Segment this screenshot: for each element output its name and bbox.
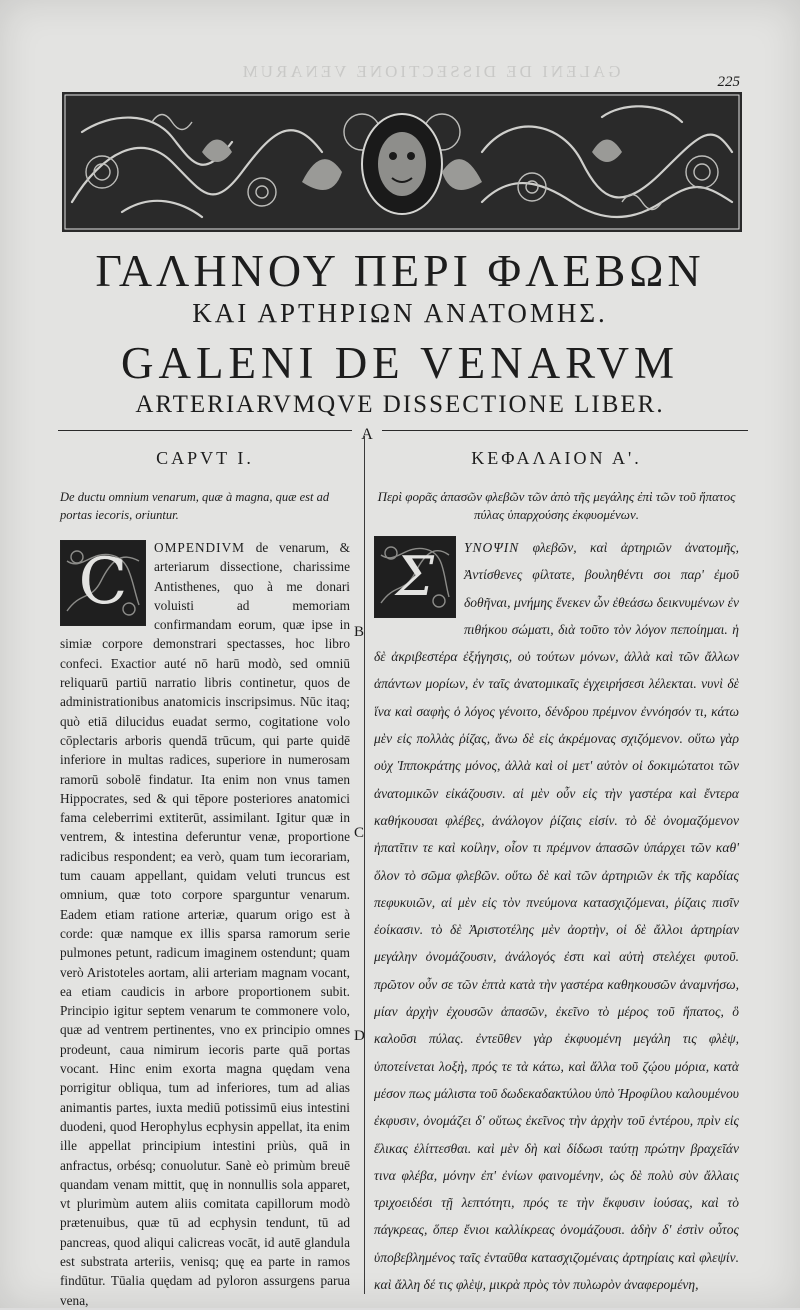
margin-letter-d: D — [354, 1028, 365, 1044]
greek-column — [374, 444, 739, 1298]
latin-body-text — [60, 538, 350, 1310]
margin-letter-a: A — [352, 426, 382, 444]
header-rule — [58, 430, 748, 431]
decorated-initial-sigma — [374, 536, 456, 618]
ornamental-headpiece — [62, 92, 742, 232]
column-divider — [364, 436, 365, 1294]
greek-chapter-heading: ΚΕΦΑΛΑΙΟΝ Α'. — [471, 448, 642, 468]
page-number: 225 — [717, 74, 740, 90]
latin-title-line-1: GALENI DE VENARVM — [120, 338, 680, 388]
greek-title-line-2: ΚΑΙ ΑΡΤΗΡΙΩΝ ΑΝΑΤΟΜΗΣ. — [192, 298, 608, 328]
greek-paragraph: φλεβῶν, καὶ ἀρτηριῶν ἀνατομῆς, Ἀντίσθενες φίλτατε, βουληθέντι σοι παρ' ἐμοῦ δοθῆναι, μνήμης ἕνεκεν ὧν ἐθεάσω δεικνυμένων ἐν πιθήκου σώματι, διὰ τοῦτο τὸν λόγον πεποίημαι. ἡ δὲ ἀκριβεστέρα ἐξήγησις, οὐ τούτων μόνων, ἀλλὰ καὶ τῶν ἄλλων ἁπάντων μορίων, ἐν ταῖς ἀνατομικαῖς ἐγχειρήσεσι λέλεκται. νυνὶ δὲ ἵνα καὶ σαφὴς ὁ λόγος γένοιτο, δένδρου πρέμνον ἐννόησόν τι, κάτω μὲν εἰς πολλὰς ῥίζας, ἄνω δὲ εἰς ἀκρέμονας σχιζόμενον. οὕτω γὰρ οὐχ Ἱπποκράτης μόνος, ἀλλὰ καὶ οἱ μετ' αὐτὸν οἱ δοκιμώτατοι τῶν ἀνατομικῶν εἰκάζουσιν. αἱ μὲν οὖν εἰς τὴν γαστέρα καὶ ἔντερα καθήκουσαι φλέβες, ἀνάλογον ῥίζαις εἰσίν. τὸ δὲ ὀνομαζόμενον ἡπατῖτιν τε καὶ κοίλην, οἷον τι πρέμνον ἁπασῶν ὑπάρχει τῶν καθ' ὅλον τὸ σῶμα φλεβῶν. οὕτω δὲ καὶ τῶν ἀρτηριῶν ἐκ τῆς καρδίας πεφυκυιῶν, αἱ μὲν εἰς τὸν πνεύμονα κατασχιζόμεναι, ῥίζαις πισῖν ἐοίκασιν. τὸ δὲ Ἀριστοτέλης μὲν ἀορτὴν, οἱ δὲ ἄλλοι ἀρτηρίαν μεγάλην ὀνομάζουσιν, ἀνάλογός ἐστι καὶ αὐτὴ στελέχει φυτοῦ. πρῶτον οὖν σε τῶν ἑπτὰ κατὰ τὴν γαστέρα καθηκουσῶν ἀναμνήσω, μίαν ἀρχὴν ἐχουσῶν ἁπασῶν, ἐκεῖνο τὸ μέρος τοῦ ἥπατος, ὃ καλοῦσι πύλας. ἐντεῦθεν γὰρ ἐκφυομένη μεγάλη τις φλὲψ, ὑποτείνεται λοξὴ, πρός τε τὰ κάτω, καὶ ἄλλα τοῦ ζῴου μόρια, κατὰ μέσον πως μάλιστα τοῦ δωδεκαδακτύλου ὑπὸ Ἡροφίλου καλουμένου ἐκφυσιν, ὀνομάζει δ' οὕτως ἐκεῖνος τὴν ἀρχὴν τοῦ ἐντέρου, πρὶν εἰς ἕλικας ἑλίττεσθαι. καὶ μὲν δὴ καὶ δίδωσι ταύτῃ πρώτην βραχεῖάν τινα φλέβα, μόνην ἐπ' ἐνίων φαινομένην, ὡς δὲ πολὺ σὺν ἄλλαις τριχοειδέσι τῇ λεπτότητι, πρός τε τὴν ἔκφυσιν ἰούσας, καὶ τὸ πάγκρεας, ὅπερ ἔνιοι καλλίκρεας ὀνομάζουσι. ἀδὴν δ' ἐστὶν οὗτος ὑποβεβλημένος ταῖς ἐνταῦθα κατασχιζομέναις ἀρτηρίαις καὶ φλεψίν. καὶ ἄλλη δέ τις φλὲψ, μικρὰ πρὸς τὸν πυλωρὸν ἀναφερομένη, — [374, 540, 739, 1293]
greek-chapter-summary: Περὶ φορᾶς ἁπασῶν φλεβῶν τῶν ἀπὸ τῆς μεγάλης ἐπὶ τῶν τοῦ ἥπατος πύλας ὑπαρχούσης ἐκφυομένων. — [377, 489, 736, 522]
greek-title-line-1: ΓΑΛΗΝΟΥ ΠΕΡΙ ΦΛΕΒΩΝ — [95, 245, 705, 296]
bleed-through-text: GALENI DE DISSECTIONE VENARUM — [239, 62, 621, 81]
latin-paragraph: de venarum, & arteriarum dissectione, charissime Antisthenes, quo à me donari voluisti ad memoriam confirmandam eorum, quæ ipse in simiæ corpore demonstrari spectasses, hoc libro confeci. Exactior auté nō harū modò, sed omniū reliquarū partiū narratio libris continetur, quos de administrationibus anatomicis inscripsimus. Nūc itaq; quò etiā dilucidus euadat sermo, cogitatione volo cōplectaris arboris quendā trūcum, qui parte quidē inferiore in multas radices, superiore in numerosam ramorū sobolē findatur. Ita enim non vnus tamen Hippocrates, sed & qui tēpore posteriores anatomici fama celeberrimi extiterūt, assimilant. Igitur quæ in ventrem, & intestina deferuntur venæ, proportione radicibus respondent; ea verò, quam tum iecorariam, tum cauam appellant, quidam veluti truncus est omnium, quæ toto corpore sparguntur venarum. Eadem etiam ratione arteriæ, quarum origo est à corde: quæ namque ex illis sparsa ramorum serie pulmones petunt, radicum imaginem ostendunt; quam verò Aristoteles aortam, alii arteriam magnam vocant, ea etiam caudicis in arbore proportionem subit. Principio igitur septem venarum te commonere volo, quæ ad ventrem pertinentes, vno ex principio omnes prodeunt, caua nimirum iecoris parte quā portas vocant. Hinc enim exorta magna quędam vena porrigitur obliqua, tum ad inferiores, tum ad alias animantis partes, iuxta mediū potissimū eius intestini duodeni, quod Herophylus ecphysin appellat, ita enim ille appellat principium intestini priùs, quā in anfractus, orbésq; conuolutur. Sanè eò primùm breuē quandam venam mittit, quę in nonnullis sola apparet, vt plurimùm autem aliis comitata capillorum modò prætenuibus, quæ tū ad ecphysin tendunt, tū ad pancreas, quod aliqui calicreas vocāt, id autē glandula est substrata arteriis, venisq; quę ea parte in ramos findūtur. Tūalia quędam ad pyloron assurgens parua vena, — [60, 540, 350, 1308]
decorated-initial-c — [60, 540, 146, 626]
latin-chapter-heading: CAPVT I. — [156, 448, 254, 468]
latin-lead-word: OMPENDIVM — [154, 540, 246, 555]
latin-chapter-summary: De ductu omnium venarum, quæ à magna, quæ est ad portas iecoris, oriuntur. — [60, 490, 330, 522]
greek-body-text — [374, 534, 739, 1298]
greek-lead-word: ΥΝΟΨΙΝ — [464, 540, 520, 555]
margin-letter-c: C — [354, 825, 365, 841]
margin-letter-b: B — [354, 624, 365, 640]
initial-letter: C — [78, 545, 128, 620]
title-block — [50, 246, 750, 420]
latin-column — [60, 444, 350, 1310]
initial-letter: Σ — [395, 545, 435, 609]
latin-title-line-2: ARTERIARVMQVE DISSECTIONE LIBER. — [135, 391, 665, 418]
